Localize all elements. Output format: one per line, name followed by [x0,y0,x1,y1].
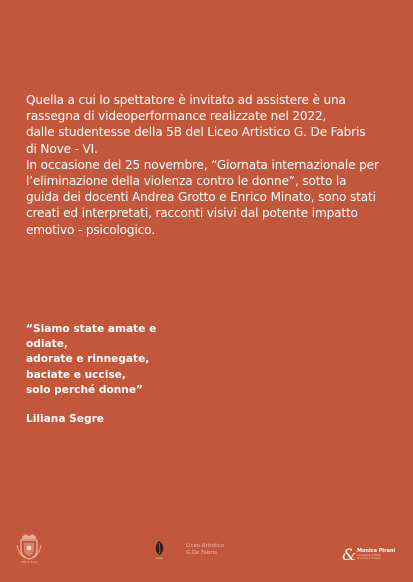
intro-line: In occasione del 25 novembre, “Giornata internazionale per [26,157,379,172]
crest-label: Città di Nove [20,561,38,564]
pirani-logo [341,545,411,567]
quote-author: Liliana Segre [26,413,104,425]
municipal-crest-logo [14,533,44,567]
school-name-logo [186,543,256,557]
school-emblem-logo [151,540,167,562]
quote-line: “Siamo state amate e [26,323,157,335]
intro-line: rassegna di videoperformance realizzate nel 2022, [26,109,327,124]
crest-icon [14,533,44,561]
intro-line: l’eliminazione della violenza contro le donne”, sotto la [26,174,347,189]
intro-line: di Nove - VI. [26,141,98,156]
ampersand-icon [341,545,356,563]
school-name-line: G.De Fabris [186,550,217,556]
school-name-line: Liceo Artistico [186,543,224,549]
intro-line: Quella a cui lo spettatore è invitato ad assistere è una [26,93,346,107]
quote-line: baciate e uccise, [26,368,126,381]
pirani-name: Monica Pirani [357,548,396,554]
pirani-subtitle-line: Consigliera di Parità [357,554,381,557]
intro-line: guida dei docenti Andrea Grotto e Enrico Minato, sono stati [26,190,376,205]
quote-line: adorate e rinnegate, [26,353,150,366]
quote-line: odiate, [26,338,68,351]
intro-line: emotivo - psicologico. [26,222,155,237]
quote-line: solo perché donne” [26,383,143,396]
leaf-icon [151,540,167,557]
intro-line: creati ed interpretati, racconti visivi dal potente impatto [26,206,358,221]
emblem-label: Liceo [155,557,163,560]
pirani-subtitle [357,554,381,560]
intro-paragraph [26,92,406,238]
pirani-subtitle-line: Provincia di Vicenza [357,557,381,560]
svg-text:&: & [342,545,356,563]
intro-line: dalle studentesse della 5B del Liceo Artistico G. De Fabris [26,125,366,140]
quote-block [26,322,266,398]
